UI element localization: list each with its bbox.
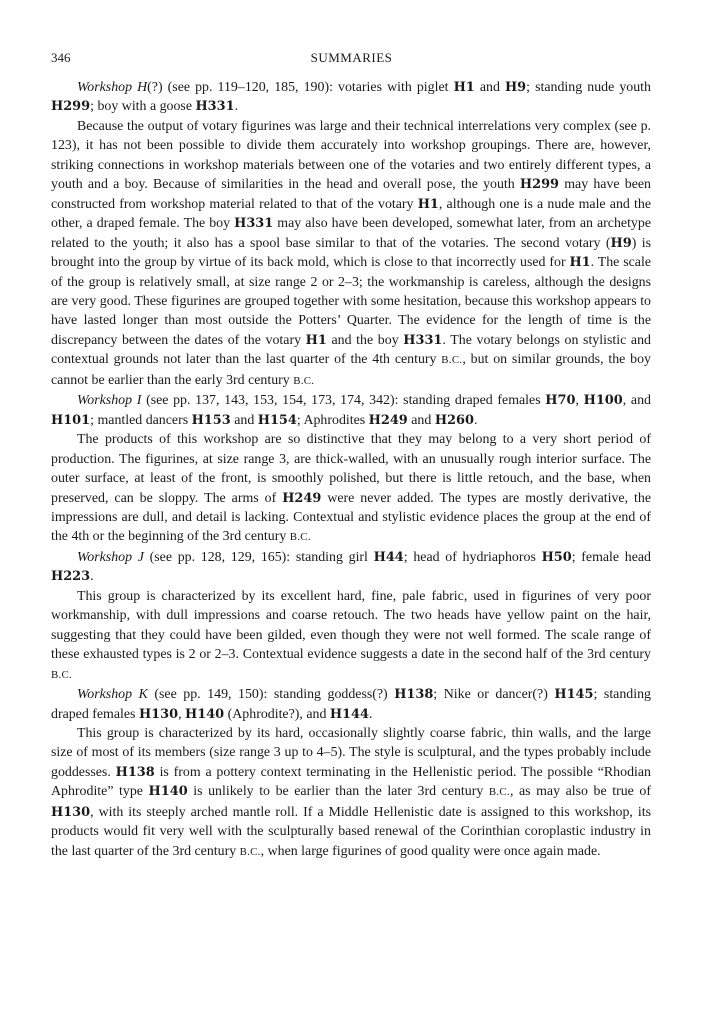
catalog-number: H260 [434,412,474,428]
text-run: ; female head [571,549,651,565]
catalog-number: H331 [403,332,443,348]
workshop-name: Workshop I [77,393,142,409]
catalog-number: H153 [191,412,231,428]
workshop-entry [51,391,651,430]
text-run: . [473,412,478,428]
era-abbrev: B.C. [488,786,510,799]
text-run: . [369,706,373,722]
text-run: The products of this workshop are so distinctive that they may belong to a very short period of production. The figurines, at size range 3, are thick-walled, with an unusually rough interior surface. The outer surface, at least of the front, is smoothly polished, but there is little retouch, and the base, when preserved, can be sloppy. The arms of [51,432,651,506]
catalog-number: H223 [51,569,91,585]
text-run: and [407,412,435,428]
catalog-number: H299 [51,99,91,115]
catalog-number: H331 [195,99,235,115]
body-text [51,78,651,862]
catalog-number: H249 [282,490,322,506]
catalog-number: H100 [583,393,623,409]
text-run: may have been constructed from workshop material related to that of the votary [51,177,651,212]
catalog-number: H1 [569,255,591,271]
paragraph [51,117,651,391]
catalog-number: H70 [545,393,576,409]
catalog-number: H144 [329,706,369,722]
catalog-number: H50 [541,549,572,565]
era-abbrev: B.C. [239,845,261,858]
text-run: (Aphrodite?), and [224,706,330,722]
text-run: , [178,706,186,722]
text-run: , [575,393,584,409]
text-run: is unlikely to be earlier than the later 3rd century [187,784,489,800]
text-run: , although one is a nude male and the other, a draped female. The boy [51,196,651,232]
catalog-number: H130 [51,804,91,820]
catalog-number: H9 [610,235,632,251]
text-run: ; Aphrodites [296,412,369,428]
running-head: SUMMARIES [310,50,393,65]
text-run: ) is brought into the group by virtue of its back mold, which is close to that incorrectly used for [51,235,651,271]
text-run: . The scale of the group is relatively small, at size range 2 or 2–3; the workmanship is careless, although the designs are very good. These figurines are grouped together with some hesitation, because this workshop appears to have lasted longer than most outside the Potters’ Quarter. The evidence for the length of time is the discrepancy between the dates of the votary [51,255,651,348]
text-run: This group is characterized by its excellent hard, fine, pale fabric, used in figurines of very poor workmanship, with dull impressions and coarse retouch. The two heads have yellow paint on the hair, suggesting that they could have been gilded, even though they were not well formed. The scale range of these exhausted types is 2 or 2–3. Contextual evidence suggests a date in the second half of the 3rd century [51,588,651,663]
text-run: . [234,99,239,115]
paragraph [51,724,651,862]
text-run: ; head of hydriaphoros [403,549,542,565]
catalog-number: H1 [453,80,475,95]
workshop-entry [51,78,651,117]
catalog-number: H145 [554,687,594,703]
workshop-name: Workshop H [77,80,148,95]
catalog-number: H154 [257,412,297,428]
text-run: Because the output of votary figurines was large and their technical interrelations very complex (see p. 123), it has not been possible to divide them accurately into workshop groupings. There are, however, striking connections in workshop materials between one of the votaries and two entirely different types, a youth and a boy. Because of similarities in the head and overall pose, the youth [51,118,651,193]
catalog-number: H140 [148,784,188,800]
text-run: were never added. The types are mostly derivative, the impressions are dull, and detail is lacking. Contextual and stylistic evidence places the group at the end of the 4th or the beginning of the 3rd century [51,490,651,545]
era-abbrev: B.C. [51,668,73,681]
text-run: This group is characterized by its hard, occasionally slightly coarse fabric, thin walls, and the large size of most of its members (size range 3 up to 4–5). The style is sculptural, and the types probably include goddesses. [51,725,651,780]
page-number: 346 [51,50,71,65]
text-run: (?) (see pp. 119–120, 185, 190): votaries with piglet [147,80,454,95]
catalog-number: H130 [138,706,179,722]
catalog-number: H138 [115,764,155,780]
catalog-number: H138 [394,687,434,703]
text-run: is from a pottery context terminating in the Hellenistic period. The possible “Rhodian Aphrodite” type [51,764,651,800]
paragraph [51,587,651,685]
catalog-number: H44 [373,549,404,565]
text-run: (see pp. 149, 150): standing goddess(?) [147,687,395,703]
era-abbrev: B.C. [289,531,311,544]
catalog-number: H331 [234,216,274,232]
text-run: ; standing nude youth [526,80,651,95]
era-abbrev: B.C. [441,354,463,367]
text-run: ; mantled dancers [90,412,192,428]
era-abbrev: B.C. [293,374,315,387]
workshop-name: Workshop K [77,687,148,703]
paragraph [51,430,651,548]
text-run: . The votary belongs on stylistic and contextual grounds not later than the last quarter of the 4th century [51,332,651,368]
text-run: (see pp. 128, 129, 165): standing girl [143,549,374,565]
text-run: and [230,412,258,428]
page-header [51,50,652,70]
text-run: (see pp. 137, 143, 153, 154, 173, 174, 342): standing draped females [141,393,546,409]
text-run: , and [622,393,651,409]
catalog-number: H1 [305,332,327,348]
text-run: ; Nike or dancer(?) [433,687,555,703]
workshop-entry [51,548,651,587]
catalog-number: H9 [504,80,527,95]
workshop-name: Workshop J [77,549,144,565]
text-run: , when large figurines of good quality were once again made. [260,843,601,859]
workshop-entry [51,685,651,724]
text-run: . [90,569,94,585]
text-run: , with its steeply arched mantle roll. If a Middle Hellenistic date is assigned to this workshop, its products would fit very well with the sculpturally based renewal of the Corinthian coroplastic industry in the last quarter of the 3rd century [51,804,651,859]
text-run: , but on similar grounds, the boy cannot be earlier than the early 3rd century [51,352,651,388]
text-run: , as may also be true of [509,784,651,800]
text-run: ; standing draped females [51,687,651,722]
catalog-number: H249 [368,412,408,428]
text-run: and [474,80,505,95]
catalog-number: H299 [519,177,560,193]
text-run: ; boy with a goose [90,99,196,115]
catalog-number: H140 [185,706,225,722]
catalog-number: H1 [417,196,439,212]
text-run: and the boy [326,332,404,348]
text-run: may also have been developed, somewhat later, from an archetype related to the youth; it also has a spool base similar to that of the votaries. The second votary ( [51,216,651,251]
catalog-number: H101 [51,412,91,428]
